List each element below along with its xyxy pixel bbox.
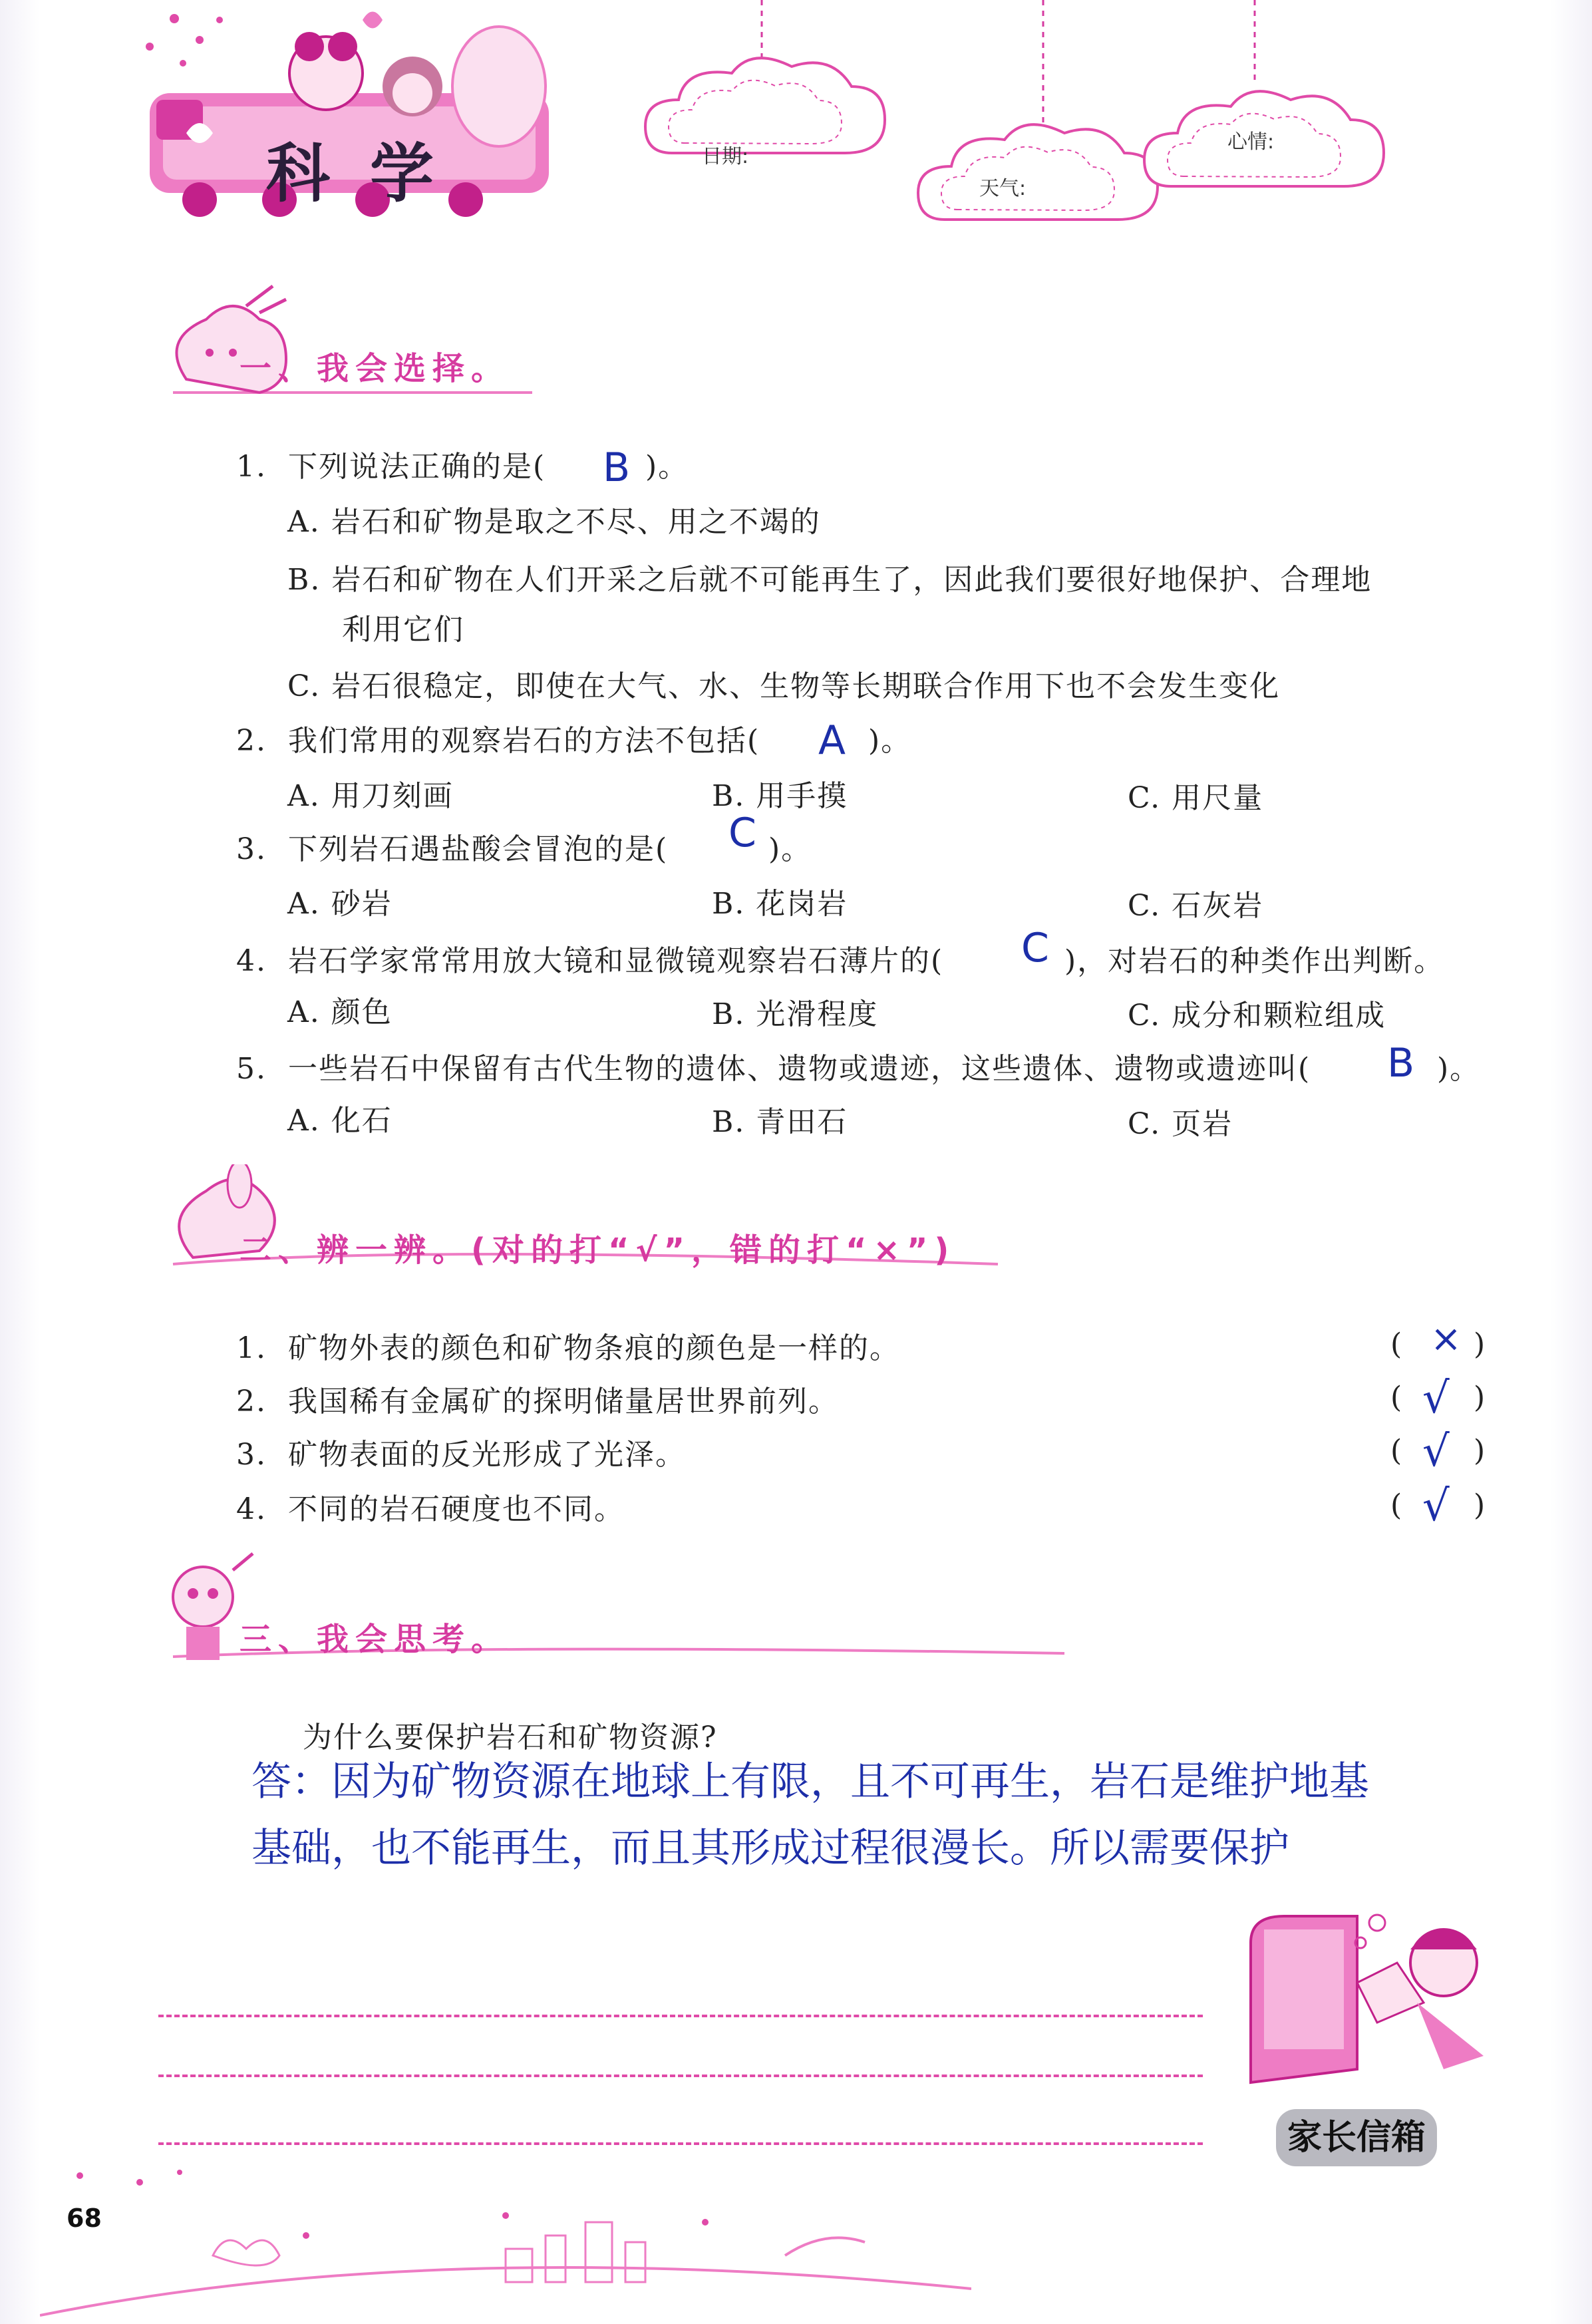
judge-item-1-number: 1. bbox=[236, 1331, 267, 1365]
judge-item-4-answer: √ bbox=[1422, 1482, 1450, 1531]
question-3-option-b: B. 花岗岩 bbox=[712, 887, 848, 921]
judge-item-4-text: 不同的岩石硬度也不同。 bbox=[288, 1492, 625, 1526]
page-number: 68 bbox=[67, 2204, 102, 2233]
question-1-option-a: A. 岩石和矿物是取之不尽、用之不竭的 bbox=[287, 505, 821, 539]
judge-item-2 bbox=[236, 1377, 839, 1420]
judge-item-3-paren-open: ( bbox=[1390, 1434, 1402, 1468]
question-5-stem: 一些岩石中保留有古代生物的遗体、遗物或遗迹，这些遗体、遗物或遗迹叫( bbox=[288, 1052, 1311, 1086]
section3-title: 三、我会思考。 bbox=[239, 1621, 510, 1658]
judge-item-2-paren-close: ) bbox=[1474, 1381, 1486, 1414]
question-5-option-a: A. 化石 bbox=[287, 1104, 393, 1138]
judge-item-1 bbox=[236, 1324, 900, 1367]
question-4-option-b: B. 光滑程度 bbox=[712, 997, 879, 1031]
judge-item-1-paren-close: ) bbox=[1474, 1327, 1486, 1361]
question-1-option-b: B. 岩石和矿物在人们开采之后就不可能再生了，因此我们要很好地保护、合理地 bbox=[287, 563, 1372, 597]
judge-item-2-answer: √ bbox=[1422, 1374, 1450, 1423]
question-5 bbox=[236, 1045, 1311, 1087]
answer-line-1 bbox=[158, 2015, 1203, 2017]
question-1-option-c: C. 岩石很稳定，即使在大气、水、生物等长期联合作用下也不会发生变化 bbox=[287, 669, 1281, 703]
judge-item-3 bbox=[236, 1430, 686, 1473]
subject-title: 科学 bbox=[266, 136, 474, 211]
question-4-option-c: C. 成分和颗粒组成 bbox=[1128, 999, 1386, 1033]
think-question: 为什么要保护岩石和矿物资源? bbox=[303, 1721, 718, 1754]
question-1-stem-end: )。 bbox=[645, 450, 689, 484]
weather-label: 天气: bbox=[979, 177, 1027, 200]
answer-line-3 bbox=[158, 2142, 1203, 2145]
mailbox-icon bbox=[1224, 1903, 1504, 2116]
parent-mailbox-label: 家长信箱 bbox=[1276, 2109, 1437, 2166]
question-2 bbox=[236, 717, 760, 759]
question-3-stem-end: )。 bbox=[768, 832, 812, 866]
question-5-answer: B bbox=[1387, 1040, 1415, 1086]
judge-item-1-answer: × bbox=[1430, 1317, 1462, 1361]
question-2-answer: A bbox=[818, 717, 846, 764]
question-3-stem: 下列岩石遇盐酸会冒泡的是( bbox=[288, 832, 669, 866]
judge-item-1-text: 矿物外表的颜色和矿物条痕的颜色是一样的。 bbox=[288, 1331, 900, 1365]
question-1-option-b-cont: 利用它们 bbox=[342, 613, 464, 647]
answer-line-2 bbox=[158, 2075, 1203, 2077]
header-decoration bbox=[0, 0, 1592, 240]
think-answer: 答：因为矿物资源在地球上有限，且不可再生，岩石是维护地基基础，也不能再生，而且其形成过程很漫长。所以需要保护 bbox=[251, 1758, 1369, 1872]
question-1 bbox=[236, 442, 546, 485]
question-4-answer: C bbox=[1021, 925, 1049, 971]
section1-title: 一、我会选择。 bbox=[239, 350, 510, 387]
question-2-stem: 我们常用的观察岩石的方法不包括( bbox=[288, 724, 760, 758]
judge-item-2-text: 我国稀有金属矿的探明储量居世界前列。 bbox=[288, 1385, 839, 1418]
question-5-stem-end: )。 bbox=[1437, 1052, 1481, 1086]
section2-title: 二、辨一辨。(对的打“√”，错的打“×”) bbox=[239, 1232, 956, 1269]
mood-label: 心情: bbox=[1227, 130, 1275, 154]
judge-item-2-number: 2. bbox=[236, 1385, 267, 1418]
question-5-option-c: C. 页岩 bbox=[1128, 1107, 1233, 1141]
question-4-stem-end: )，对岩石的种类作出判断。 bbox=[1064, 944, 1445, 978]
question-2-number: 2. bbox=[236, 724, 267, 758]
judge-item-3-text: 矿物表面的反光形成了光泽。 bbox=[288, 1438, 686, 1472]
judge-item-3-number: 3. bbox=[236, 1438, 267, 1472]
question-1-stem: 下列说法正确的是( bbox=[288, 450, 546, 484]
judge-item-3-paren-close: ) bbox=[1474, 1434, 1486, 1468]
question-4-option-a: A. 颜色 bbox=[287, 995, 393, 1029]
question-4 bbox=[236, 937, 943, 979]
question-3-option-c: C. 石灰岩 bbox=[1128, 889, 1264, 923]
judge-item-2-paren-open: ( bbox=[1390, 1381, 1402, 1414]
question-4-number: 4. bbox=[236, 944, 267, 978]
judge-item-4-paren-open: ( bbox=[1390, 1488, 1402, 1522]
question-3-option-a: A. 砂岩 bbox=[287, 887, 393, 921]
question-3 bbox=[236, 825, 668, 868]
footer-decoration bbox=[40, 2156, 971, 2324]
header-banner bbox=[0, 0, 1592, 240]
question-4-stem: 岩石学家常常用放大镜和显微镜观察岩石薄片的( bbox=[288, 944, 944, 978]
stars-icon bbox=[146, 14, 223, 67]
question-1-answer: B bbox=[603, 444, 631, 491]
question-2-option-a: A. 用刀刻画 bbox=[287, 779, 454, 813]
judge-item-4-number: 4. bbox=[236, 1492, 267, 1526]
question-2-option-b: B. 用手摸 bbox=[712, 779, 848, 813]
judge-item-3-answer: √ bbox=[1422, 1427, 1450, 1476]
date-label: 日期: bbox=[702, 145, 749, 168]
judge-item-1-paren-open: ( bbox=[1390, 1327, 1402, 1361]
question-2-stem-end: )。 bbox=[868, 724, 912, 758]
judge-item-4 bbox=[236, 1485, 625, 1528]
question-1-number: 1. bbox=[236, 450, 267, 484]
question-5-option-b: B. 青田石 bbox=[712, 1105, 848, 1139]
question-3-answer: C bbox=[728, 810, 756, 856]
judge-item-4-paren-close: ) bbox=[1474, 1488, 1486, 1522]
question-2-option-c: C. 用尺量 bbox=[1128, 781, 1264, 815]
question-3-number: 3. bbox=[236, 832, 267, 866]
question-5-number: 5. bbox=[236, 1052, 267, 1086]
